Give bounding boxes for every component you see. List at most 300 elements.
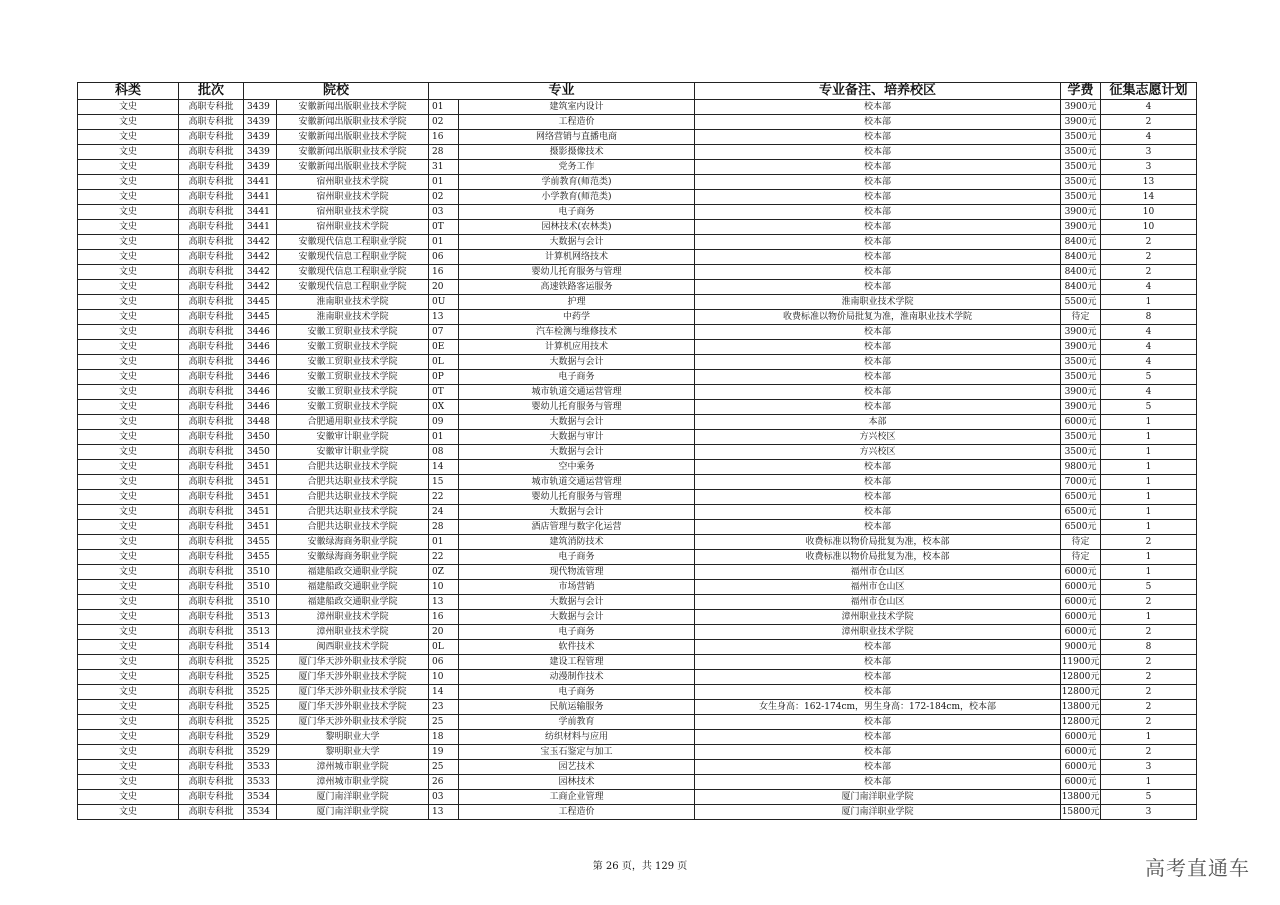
cell-tuition: 9000元	[1061, 640, 1101, 655]
cell-major-name: 计算机应用技术	[459, 340, 695, 355]
cell-plan: 1	[1101, 490, 1197, 505]
cell-tuition: 待定	[1061, 550, 1101, 565]
cell-major-name: 婴幼儿托育服务与管理	[459, 265, 695, 280]
cell-college-name: 安徽工贸职业技术学院	[277, 385, 429, 400]
cell-batch: 高职专科批	[179, 655, 244, 670]
cell-plan: 1	[1101, 505, 1197, 520]
cell-major-name: 园林技术(农林类)	[459, 220, 695, 235]
cell-major-code: 0T	[429, 385, 459, 400]
cell-major-name: 市场营销	[459, 580, 695, 595]
cell-tuition: 6500元	[1061, 505, 1101, 520]
cell-notes: 校本部	[695, 775, 1061, 790]
cell-notes: 校本部	[695, 145, 1061, 160]
cell-batch: 高职专科批	[179, 100, 244, 115]
cell-category: 文史	[78, 340, 179, 355]
cell-notes: 校本部	[695, 160, 1061, 175]
header-batch: 批次	[179, 83, 244, 100]
cell-category: 文史	[78, 490, 179, 505]
cell-college-code: 3448	[244, 415, 277, 430]
cell-plan: 14	[1101, 190, 1197, 205]
table-row	[78, 430, 1197, 445]
cell-notes: 校本部	[695, 115, 1061, 130]
cell-major-name: 园艺技术	[459, 760, 695, 775]
cell-plan: 2	[1101, 115, 1197, 130]
cell-category: 文史	[78, 190, 179, 205]
table-row	[78, 520, 1197, 535]
cell-notes: 收费标准以物价局批复为准，淮南职业技术学院	[695, 310, 1061, 325]
cell-plan: 2	[1101, 625, 1197, 640]
table-row	[78, 220, 1197, 235]
cell-tuition: 6000元	[1061, 595, 1101, 610]
cell-college-code: 3534	[244, 790, 277, 805]
cell-major-code: 0Z	[429, 565, 459, 580]
cell-tuition: 3500元	[1061, 160, 1101, 175]
cell-major-code: 14	[429, 460, 459, 475]
cell-plan: 4	[1101, 100, 1197, 115]
cell-tuition: 6000元	[1061, 610, 1101, 625]
cell-category: 文史	[78, 460, 179, 475]
cell-notes: 方兴校区	[695, 430, 1061, 445]
cell-major-code: 10	[429, 670, 459, 685]
cell-plan: 1	[1101, 550, 1197, 565]
cell-tuition: 13800元	[1061, 700, 1101, 715]
cell-notes: 校本部	[695, 355, 1061, 370]
cell-major-name: 建筑消防技术	[459, 535, 695, 550]
table-row	[78, 265, 1197, 280]
cell-category: 文史	[78, 220, 179, 235]
cell-college-name: 安徽现代信息工程职业学院	[277, 280, 429, 295]
cell-batch: 高职专科批	[179, 385, 244, 400]
cell-notes: 校本部	[695, 685, 1061, 700]
cell-notes: 校本部	[695, 475, 1061, 490]
cell-category: 文史	[78, 535, 179, 550]
cell-plan: 3	[1101, 145, 1197, 160]
table-row	[78, 655, 1197, 670]
cell-major-code: 16	[429, 610, 459, 625]
header-category: 科类	[78, 83, 179, 100]
table-row	[78, 355, 1197, 370]
cell-plan: 1	[1101, 295, 1197, 310]
cell-major-code: 22	[429, 490, 459, 505]
cell-plan: 1	[1101, 475, 1197, 490]
cell-major-name: 纺织材料与应用	[459, 730, 695, 745]
cell-plan: 2	[1101, 265, 1197, 280]
cell-major-name: 电子商务	[459, 205, 695, 220]
cell-notes: 校本部	[695, 520, 1061, 535]
cell-batch: 高职专科批	[179, 430, 244, 445]
cell-tuition: 3900元	[1061, 325, 1101, 340]
cell-tuition: 待定	[1061, 310, 1101, 325]
cell-category: 文史	[78, 550, 179, 565]
cell-plan: 2	[1101, 715, 1197, 730]
table-row	[78, 670, 1197, 685]
cell-college-name: 安徽审计职业学院	[277, 445, 429, 460]
cell-category: 文史	[78, 475, 179, 490]
table-row	[78, 490, 1197, 505]
cell-plan: 5	[1101, 790, 1197, 805]
cell-major-code: 02	[429, 115, 459, 130]
cell-batch: 高职专科批	[179, 475, 244, 490]
cell-category: 文史	[78, 640, 179, 655]
cell-major-code: 0X	[429, 400, 459, 415]
cell-college-name: 安徽新闻出版职业技术学院	[277, 130, 429, 145]
cell-college-name: 安徽现代信息工程职业学院	[277, 250, 429, 265]
table-row	[78, 340, 1197, 355]
cell-plan: 3	[1101, 805, 1197, 820]
cell-batch: 高职专科批	[179, 595, 244, 610]
cell-college-code: 3446	[244, 385, 277, 400]
table-row	[78, 730, 1197, 745]
cell-category: 文史	[78, 595, 179, 610]
cell-major-name: 学前教育(师范类)	[459, 175, 695, 190]
admission-plan-table	[77, 82, 1197, 820]
cell-major-name: 大数据与会计	[459, 505, 695, 520]
table-row	[78, 115, 1197, 130]
cell-major-name: 大数据与会计	[459, 610, 695, 625]
table-row	[78, 790, 1197, 805]
cell-notes: 校本部	[695, 235, 1061, 250]
cell-batch: 高职专科批	[179, 550, 244, 565]
table-row	[78, 100, 1197, 115]
cell-college-code: 3446	[244, 325, 277, 340]
cell-college-name: 厦门华天涉外职业技术学院	[277, 685, 429, 700]
cell-notes: 女生身高：162-174cm，男生身高：172-184cm，校本部	[695, 700, 1061, 715]
cell-college-name: 安徽绿海商务职业学院	[277, 535, 429, 550]
cell-college-name: 安徽工贸职业技术学院	[277, 400, 429, 415]
cell-notes: 校本部	[695, 100, 1061, 115]
table-row	[78, 250, 1197, 265]
cell-tuition: 6000元	[1061, 775, 1101, 790]
cell-notes: 校本部	[695, 745, 1061, 760]
cell-major-code: 06	[429, 250, 459, 265]
cell-major-code: 0U	[429, 295, 459, 310]
cell-major-code: 06	[429, 655, 459, 670]
cell-college-code: 3442	[244, 265, 277, 280]
cell-college-code: 3439	[244, 115, 277, 130]
table-header-row	[78, 83, 1197, 100]
cell-tuition: 3500元	[1061, 370, 1101, 385]
cell-batch: 高职专科批	[179, 190, 244, 205]
table-row	[78, 310, 1197, 325]
cell-college-name: 宿州职业技术学院	[277, 175, 429, 190]
cell-college-code: 3446	[244, 370, 277, 385]
cell-plan: 4	[1101, 340, 1197, 355]
table-row	[78, 145, 1197, 160]
table-row	[78, 640, 1197, 655]
cell-category: 文史	[78, 505, 179, 520]
cell-notes: 校本部	[695, 385, 1061, 400]
cell-college-code: 3441	[244, 220, 277, 235]
cell-major-name: 电子商务	[459, 370, 695, 385]
table-row	[78, 190, 1197, 205]
cell-category: 文史	[78, 760, 179, 775]
cell-category: 文史	[78, 415, 179, 430]
cell-college-code: 3534	[244, 805, 277, 820]
cell-college-name: 漳州职业技术学院	[277, 610, 429, 625]
cell-category: 文史	[78, 685, 179, 700]
cell-batch: 高职专科批	[179, 520, 244, 535]
cell-batch: 高职专科批	[179, 565, 244, 580]
cell-category: 文史	[78, 145, 179, 160]
cell-major-name: 党务工作	[459, 160, 695, 175]
cell-college-code: 3439	[244, 145, 277, 160]
cell-major-name: 大数据与会计	[459, 355, 695, 370]
table-row	[78, 280, 1197, 295]
cell-tuition: 3500元	[1061, 355, 1101, 370]
cell-category: 文史	[78, 370, 179, 385]
table-row	[78, 610, 1197, 625]
cell-major-code: 16	[429, 265, 459, 280]
cell-college-code: 3451	[244, 505, 277, 520]
cell-tuition: 15800元	[1061, 805, 1101, 820]
cell-college-code: 3439	[244, 160, 277, 175]
cell-college-code: 3525	[244, 655, 277, 670]
cell-college-name: 漳州城市职业学院	[277, 775, 429, 790]
cell-major-code: 01	[429, 430, 459, 445]
cell-tuition: 3500元	[1061, 430, 1101, 445]
cell-category: 文史	[78, 310, 179, 325]
cell-college-code: 3525	[244, 685, 277, 700]
cell-batch: 高职专科批	[179, 205, 244, 220]
cell-major-name: 小学教育(师范类)	[459, 190, 695, 205]
cell-major-code: 03	[429, 790, 459, 805]
cell-major-name: 宝玉石鉴定与加工	[459, 745, 695, 760]
cell-notes: 校本部	[695, 460, 1061, 475]
cell-notes: 校本部	[695, 640, 1061, 655]
table-row	[78, 130, 1197, 145]
cell-major-code: 23	[429, 700, 459, 715]
cell-major-code: 19	[429, 745, 459, 760]
cell-batch: 高职专科批	[179, 625, 244, 640]
cell-major-code: 28	[429, 145, 459, 160]
cell-college-name: 福建船政交通职业学院	[277, 595, 429, 610]
cell-category: 文史	[78, 790, 179, 805]
cell-major-name: 软件技术	[459, 640, 695, 655]
header-notes: 专业备注、培养校区	[695, 83, 1061, 100]
cell-tuition: 8400元	[1061, 235, 1101, 250]
cell-college-name: 厦门华天涉外职业技术学院	[277, 655, 429, 670]
cell-notes: 方兴校区	[695, 445, 1061, 460]
cell-batch: 高职专科批	[179, 790, 244, 805]
cell-major-name: 学前教育	[459, 715, 695, 730]
cell-category: 文史	[78, 565, 179, 580]
cell-major-name: 工程造价	[459, 115, 695, 130]
cell-major-code: 0P	[429, 370, 459, 385]
watermark-logo: 高考直通车	[1145, 856, 1250, 880]
cell-college-code: 3529	[244, 730, 277, 745]
cell-college-name: 福建船政交通职业学院	[277, 580, 429, 595]
cell-tuition: 6000元	[1061, 745, 1101, 760]
cell-plan: 1	[1101, 775, 1197, 790]
cell-college-code: 3514	[244, 640, 277, 655]
table-row	[78, 205, 1197, 220]
cell-college-name: 安徽新闻出版职业技术学院	[277, 100, 429, 115]
cell-tuition: 6000元	[1061, 730, 1101, 745]
cell-major-code: 03	[429, 205, 459, 220]
cell-tuition: 8400元	[1061, 280, 1101, 295]
cell-plan: 5	[1101, 400, 1197, 415]
cell-major-code: 15	[429, 475, 459, 490]
cell-major-name: 建设工程管理	[459, 655, 695, 670]
cell-category: 文史	[78, 130, 179, 145]
cell-major-code: 20	[429, 280, 459, 295]
cell-plan: 5	[1101, 580, 1197, 595]
cell-category: 文史	[78, 670, 179, 685]
cell-college-name: 安徽工贸职业技术学院	[277, 340, 429, 355]
cell-plan: 2	[1101, 535, 1197, 550]
table-row	[78, 475, 1197, 490]
cell-major-name: 城市轨道交通运营管理	[459, 475, 695, 490]
cell-tuition: 3500元	[1061, 130, 1101, 145]
cell-category: 文史	[78, 295, 179, 310]
cell-tuition: 3500元	[1061, 145, 1101, 160]
cell-category: 文史	[78, 115, 179, 130]
cell-notes: 校本部	[695, 715, 1061, 730]
cell-notes: 校本部	[695, 220, 1061, 235]
cell-notes: 校本部	[695, 130, 1061, 145]
cell-plan: 1	[1101, 445, 1197, 460]
cell-college-name: 福建船政交通职业学院	[277, 565, 429, 580]
cell-notes: 校本部	[695, 250, 1061, 265]
cell-tuition: 12800元	[1061, 670, 1101, 685]
cell-college-code: 3445	[244, 310, 277, 325]
cell-college-code: 3446	[244, 355, 277, 370]
table-row	[78, 460, 1197, 475]
cell-category: 文史	[78, 430, 179, 445]
cell-notes: 校本部	[695, 670, 1061, 685]
cell-college-name: 厦门华天涉外职业技术学院	[277, 700, 429, 715]
cell-category: 文史	[78, 520, 179, 535]
cell-plan: 1	[1101, 415, 1197, 430]
cell-category: 文史	[78, 745, 179, 760]
cell-plan: 1	[1101, 730, 1197, 745]
header-plan: 征集志愿计划	[1101, 83, 1197, 100]
cell-college-code: 3439	[244, 100, 277, 115]
cell-major-name: 电子商务	[459, 625, 695, 640]
cell-major-name: 大数据与会计	[459, 445, 695, 460]
cell-college-code: 3455	[244, 535, 277, 550]
header-major: 专业	[429, 83, 695, 100]
cell-major-code: 07	[429, 325, 459, 340]
cell-category: 文史	[78, 610, 179, 625]
cell-category: 文史	[78, 175, 179, 190]
cell-college-code: 3441	[244, 190, 277, 205]
cell-major-code: 22	[429, 550, 459, 565]
cell-college-name: 安徽工贸职业技术学院	[277, 370, 429, 385]
cell-category: 文史	[78, 805, 179, 820]
cell-college-name: 安徽现代信息工程职业学院	[277, 265, 429, 280]
cell-major-name: 现代物流管理	[459, 565, 695, 580]
table-row	[78, 175, 1197, 190]
cell-college-code: 3451	[244, 490, 277, 505]
cell-batch: 高职专科批	[179, 400, 244, 415]
cell-plan: 2	[1101, 250, 1197, 265]
cell-college-name: 合肥共达职业技术学院	[277, 490, 429, 505]
table-row	[78, 370, 1197, 385]
cell-tuition: 13800元	[1061, 790, 1101, 805]
cell-category: 文史	[78, 775, 179, 790]
cell-tuition: 6000元	[1061, 415, 1101, 430]
cell-tuition: 6000元	[1061, 565, 1101, 580]
cell-plan: 1	[1101, 520, 1197, 535]
cell-college-code: 3510	[244, 565, 277, 580]
cell-major-code: 26	[429, 775, 459, 790]
cell-college-code: 3513	[244, 610, 277, 625]
cell-batch: 高职专科批	[179, 535, 244, 550]
cell-plan: 2	[1101, 235, 1197, 250]
cell-college-name: 安徽工贸职业技术学院	[277, 355, 429, 370]
cell-tuition: 9800元	[1061, 460, 1101, 475]
cell-notes: 福州市仓山区	[695, 565, 1061, 580]
cell-college-code: 3442	[244, 235, 277, 250]
cell-tuition: 3900元	[1061, 400, 1101, 415]
cell-college-name: 安徽新闻出版职业技术学院	[277, 145, 429, 160]
cell-college-code: 3446	[244, 400, 277, 415]
cell-category: 文史	[78, 235, 179, 250]
cell-tuition: 3500元	[1061, 445, 1101, 460]
cell-notes: 校本部	[695, 505, 1061, 520]
cell-tuition: 3900元	[1061, 220, 1101, 235]
cell-plan: 8	[1101, 310, 1197, 325]
page-number: 第 26 页，共 129 页	[592, 861, 688, 872]
table-row	[78, 685, 1197, 700]
cell-notes: 校本部	[695, 730, 1061, 745]
cell-college-name: 漳州城市职业学院	[277, 760, 429, 775]
cell-major-code: 10	[429, 580, 459, 595]
cell-category: 文史	[78, 655, 179, 670]
cell-notes: 福州市仓山区	[695, 580, 1061, 595]
cell-college-name: 漳州职业技术学院	[277, 625, 429, 640]
cell-notes: 校本部	[695, 400, 1061, 415]
cell-major-code: 01	[429, 100, 459, 115]
cell-major-name: 网络营销与直播电商	[459, 130, 695, 145]
cell-major-code: 28	[429, 520, 459, 535]
cell-tuition: 6500元	[1061, 520, 1101, 535]
cell-batch: 高职专科批	[179, 580, 244, 595]
cell-category: 文史	[78, 700, 179, 715]
cell-plan: 13	[1101, 175, 1197, 190]
cell-category: 文史	[78, 100, 179, 115]
cell-batch: 高职专科批	[179, 235, 244, 250]
cell-major-code: 0L	[429, 355, 459, 370]
cell-batch: 高职专科批	[179, 355, 244, 370]
cell-category: 文史	[78, 280, 179, 295]
cell-plan: 2	[1101, 655, 1197, 670]
cell-college-name: 安徽审计职业学院	[277, 430, 429, 445]
cell-major-name: 大数据与审计	[459, 430, 695, 445]
cell-major-name: 摄影摄像技术	[459, 145, 695, 160]
cell-batch: 高职专科批	[179, 370, 244, 385]
cell-category: 文史	[78, 385, 179, 400]
cell-tuition: 8400元	[1061, 250, 1101, 265]
table-row	[78, 385, 1197, 400]
cell-college-code: 3513	[244, 625, 277, 640]
cell-college-name: 宿州职业技术学院	[277, 190, 429, 205]
cell-college-name: 合肥通用职业技术学院	[277, 415, 429, 430]
cell-major-code: 09	[429, 415, 459, 430]
cell-tuition: 12800元	[1061, 685, 1101, 700]
cell-college-code: 3441	[244, 205, 277, 220]
cell-major-code: 13	[429, 310, 459, 325]
table-row	[78, 535, 1197, 550]
cell-batch: 高职专科批	[179, 760, 244, 775]
cell-major-code: 16	[429, 130, 459, 145]
cell-college-code: 3525	[244, 700, 277, 715]
cell-college-code: 3445	[244, 295, 277, 310]
cell-category: 文史	[78, 325, 179, 340]
cell-plan: 3	[1101, 760, 1197, 775]
cell-college-code: 3533	[244, 760, 277, 775]
